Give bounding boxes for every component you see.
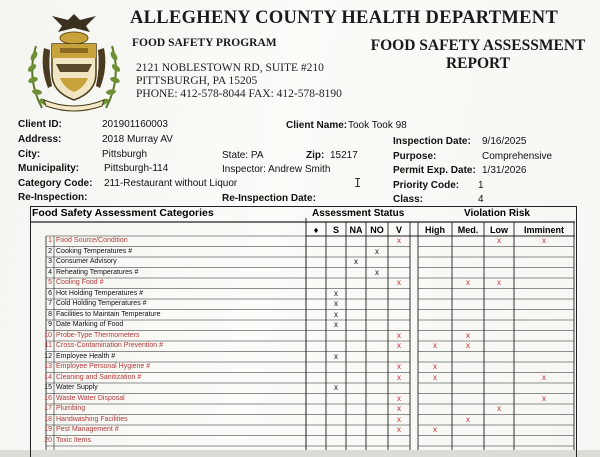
category-label: Food Source/Condition <box>56 237 128 244</box>
risk-col-header: High <box>425 225 445 235</box>
client-id-value: 201901160003 <box>102 119 168 130</box>
category-row <box>46 247 312 257</box>
category-label: Cleaning and Sanitization # <box>56 373 142 381</box>
risk-mark: x <box>433 372 437 382</box>
status-mark: x <box>397 393 401 403</box>
category-number: 17 <box>44 405 52 412</box>
purpose-value: Comprehensive <box>482 151 553 162</box>
category-row <box>46 320 312 330</box>
category-number: 9 <box>48 321 52 328</box>
status-mark: x <box>397 404 401 413</box>
category-label: Cooking Temperatures # <box>56 247 133 255</box>
priority-code-value: 1 <box>478 180 484 191</box>
status-mark: x <box>334 288 338 298</box>
risk-mark: x <box>497 404 501 413</box>
inspector-field: Inspector: Andrew Smith <box>222 164 331 175</box>
client-id-label: Client ID: <box>18 119 62 130</box>
category-label: Water Supply <box>56 384 98 391</box>
risk-col-header: Low <box>490 225 508 235</box>
status-mark: x <box>334 309 338 319</box>
category-number: 13 <box>44 363 52 370</box>
program-name: FOOD SAFETY PROGRAM <box>132 37 277 49</box>
category-label: Cold Holding Temperatures # <box>56 300 147 307</box>
status-mark: x <box>375 246 379 256</box>
category-number: 11 <box>44 342 52 349</box>
risk-mark: x <box>433 341 437 350</box>
text-cursor-icon: I <box>354 176 362 190</box>
status-col-header: S <box>332 225 339 235</box>
inspection-date-label: Inspection Date: <box>393 136 471 147</box>
report-title-line-2: REPORT <box>445 55 511 72</box>
status-mark: x <box>334 299 338 308</box>
category-row <box>46 394 312 404</box>
department-title: ALLEGHENY COUNTY HEALTH DEPARTMENT <box>130 8 559 28</box>
risk-mark: x <box>497 236 501 245</box>
status-mark: x <box>397 330 401 340</box>
categories-title: Food Safety Assessment Categories <box>32 207 214 219</box>
zip-label: Zip: <box>306 150 325 161</box>
risk-mark: x <box>542 236 546 245</box>
status-mark: x <box>397 278 401 287</box>
state-field: State: PA <box>222 150 264 161</box>
category-row <box>46 373 312 383</box>
risk-mark: x <box>433 362 437 371</box>
category-row <box>46 404 312 414</box>
category-number: 16 <box>44 394 52 402</box>
class-label: Class: <box>393 194 424 205</box>
municipality-value: Pittsburgh-114 <box>104 163 169 174</box>
address-line-1: 2121 NOBLESTOWN RD, SUITE #210 <box>136 62 324 74</box>
category-label: Toxic Items <box>56 436 92 444</box>
category-label: Employee Personal Hygiene # <box>56 363 151 370</box>
status-mark: x <box>354 257 358 266</box>
status-mark: x <box>334 351 338 361</box>
status-col-header: NA <box>349 225 363 235</box>
category-number: 3 <box>48 258 52 265</box>
city-value: Pittsburgh <box>102 149 148 160</box>
category-label: Cooling Food # <box>56 279 104 286</box>
city-label: City: <box>18 149 41 160</box>
inspection-date-value: 9/16/2025 <box>482 136 527 147</box>
category-label: Hot Holding Temperatures # <box>56 289 144 297</box>
class-value: 4 <box>478 194 484 205</box>
zip-value: 15217 <box>330 150 358 161</box>
risk-mark: x <box>466 330 470 340</box>
category-code-label: Category Code: <box>18 178 93 189</box>
category-row <box>46 341 312 351</box>
risk-mark: x <box>466 414 470 424</box>
category-row <box>46 436 312 446</box>
category-label: Consumer Advisory <box>56 258 117 265</box>
purpose-label: Purpose: <box>393 151 437 162</box>
category-number: 14 <box>44 373 52 381</box>
reinspection-date-label: Re-Inspection Date: <box>222 193 316 204</box>
category-number: 7 <box>48 300 52 307</box>
status-mark: x <box>397 414 401 424</box>
status-mark: x <box>334 383 338 392</box>
report-title-line-1: FOOD SAFETY ASSESSMENT <box>370 37 586 54</box>
risk-mark: x <box>542 393 546 403</box>
address-label: Address: <box>18 134 62 145</box>
risk-mark: x <box>466 341 470 350</box>
client-name-label: Client Name: <box>286 120 348 131</box>
category-number: 12 <box>44 352 52 360</box>
category-number: 1 <box>48 237 52 244</box>
reinspection-label: Re-Inspection: <box>18 192 88 203</box>
phone-fax: PHONE: 412-578-8044 FAX: 412-578-8190 <box>136 88 342 100</box>
category-number: 10 <box>44 331 52 339</box>
permit-exp-value: 1/31/2026 <box>482 165 527 176</box>
category-row <box>46 257 312 267</box>
category-number: 15 <box>44 384 52 391</box>
category-label: Handwashing Facilities <box>56 415 128 423</box>
violation-risk-title: Violation Risk <box>464 208 530 219</box>
category-label: Waste Water Disposal <box>56 394 125 402</box>
category-number: 8 <box>48 310 52 318</box>
status-mark: x <box>397 362 401 371</box>
permit-exp-label: Permit Exp. Date: <box>393 165 476 176</box>
status-mark: x <box>397 425 401 434</box>
category-row <box>46 352 312 362</box>
category-label: Employee Health # <box>56 352 116 360</box>
category-row <box>46 415 312 425</box>
category-row <box>46 299 312 309</box>
category-label: Facilities to Maintain Temperature <box>56 310 161 318</box>
priority-code-label: Priority Code: <box>393 180 460 191</box>
category-label: Plumbing <box>56 405 86 412</box>
category-number: 19 <box>44 426 52 433</box>
category-label: Reheating Temperatures # <box>56 268 139 276</box>
status-col-header: ♦ <box>313 225 319 235</box>
status-mark: x <box>397 341 401 350</box>
category-number: 20 <box>44 436 52 444</box>
category-label: Cross-Contamination Prevention # <box>56 342 163 349</box>
category-number: 4 <box>48 268 52 276</box>
address-value: 2018 Murray AV <box>102 134 173 145</box>
risk-mark: x <box>466 278 470 287</box>
status-mark: x <box>334 320 338 329</box>
category-label: Date Marking of Food <box>56 321 124 328</box>
category-row <box>46 425 312 435</box>
category-row <box>46 289 312 299</box>
municipality-label: Municipality: <box>18 163 80 174</box>
status-mark: x <box>397 236 401 245</box>
category-number: 5 <box>48 279 52 286</box>
status-mark: x <box>375 267 379 277</box>
category-row <box>46 278 312 288</box>
risk-mark: x <box>542 372 546 382</box>
category-row <box>46 331 312 341</box>
category-row <box>46 310 312 320</box>
category-row <box>46 268 312 278</box>
client-name-value: Took Took 98 <box>348 120 407 131</box>
category-number: 6 <box>48 289 52 297</box>
risk-mark: x <box>497 278 501 287</box>
category-row <box>46 362 312 372</box>
status-col-header: NO <box>370 225 384 235</box>
risk-col-header: Imminent <box>523 225 564 235</box>
address-line-2: PITTSBURGH, PA 15205 <box>136 75 258 87</box>
assessment-status-title: Assessment Status <box>312 208 405 219</box>
status-col-header: V <box>395 225 402 235</box>
risk-col-header: Med. <box>457 225 479 235</box>
category-number: 2 <box>48 247 52 255</box>
category-row <box>46 383 312 393</box>
category-row <box>46 236 312 246</box>
category-label: Probe-Type Thermometers <box>56 331 140 339</box>
risk-mark: x <box>433 425 437 434</box>
status-mark: x <box>397 372 401 382</box>
category-label: Pest Management # <box>56 426 119 433</box>
category-number: 18 <box>44 415 52 423</box>
category-code-value: 211-Restaurant without Liquor <box>104 178 238 189</box>
